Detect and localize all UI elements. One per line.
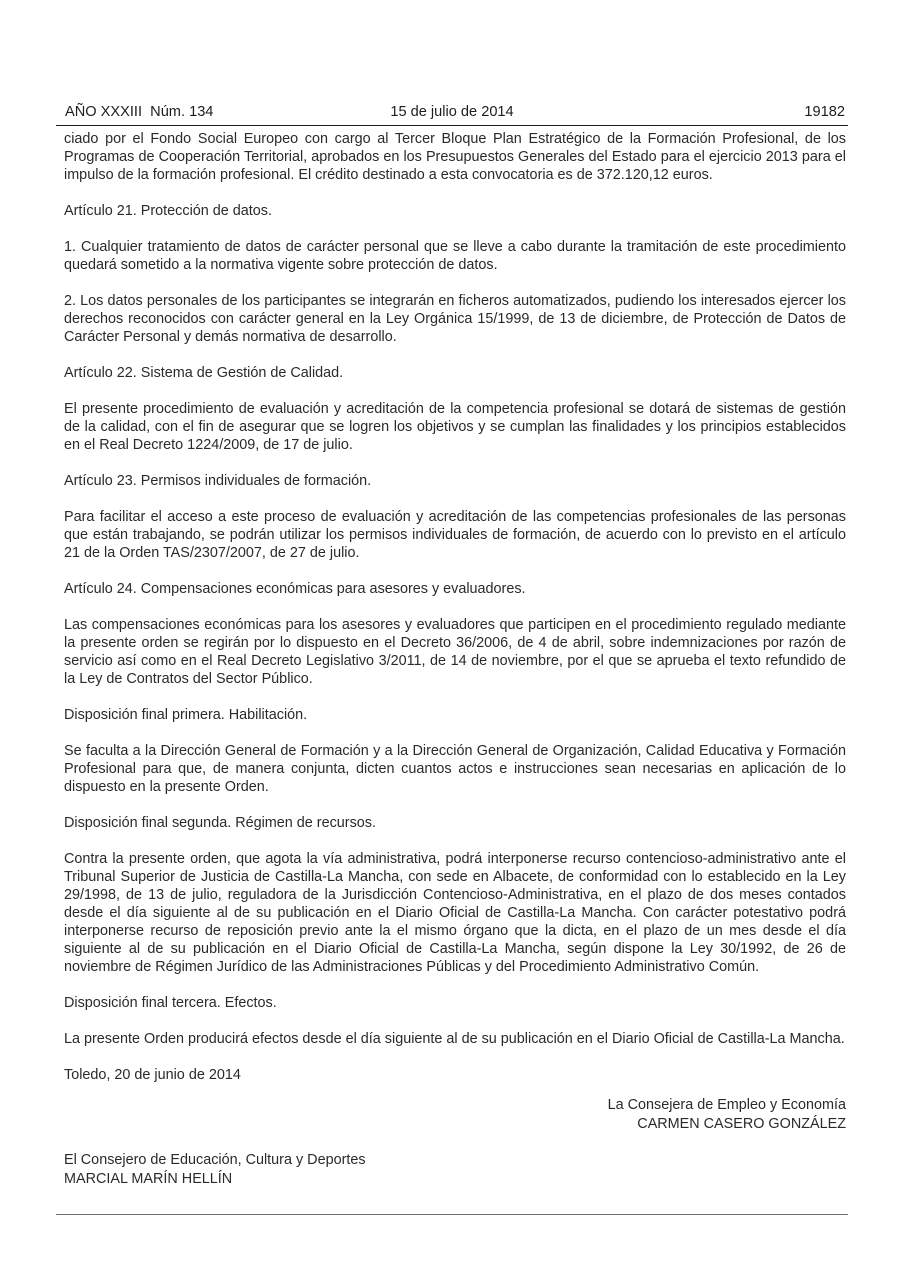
- articulo-21-para-1: 1. Cualquier tratamiento de datos de carácter personal que se lleve a cabo durante la tramitación de este procedimiento quedará sometido a la normativa vigente sobre protección de datos.: [64, 239, 846, 273]
- articulo-21-para-2: 2. Los datos personales de los participantes se integrarán en ficheros automatizados, pudiendo los interesados ejercer los derechos reconocidos con carácter general en la Ley Orgánica 15/1999, de 13 de diciembre, de Protección de Datos de Carácter Personal y demás normativa de desarrollo.: [64, 293, 846, 345]
- disposicion-final-tercera-heading: Disposición final tercera. Efectos.: [64, 995, 277, 1011]
- continuation-paragraph: ciado por el Fondo Social Europeo con cargo al Tercer Bloque Plan Estratégico de la Formación Profesional, de los Programas de Cooperación Territorial, aprobados en los Presupuestos Generales del Estado para el ejercicio 2013 para el impulso de la formación profesional. El crédito destinado a esta convocatoria es de 372.120,12 euros.: [64, 131, 846, 183]
- articulo-23-heading: Artículo 23. Permisos individuales de formación.: [64, 473, 372, 489]
- articulo-23-para: Para facilitar el acceso a este proceso de evaluación y acreditación de las competencias profesionales de las personas que están trabajando, se podrán utilizar los permisos individuales de formación, de acuerdo con lo previsto en el artículo 21 de la Orden TAS/2307/2007, de 27 de julio.: [64, 509, 846, 561]
- signature-block-right: [608, 1096, 846, 1133]
- footer-rule: [56, 1214, 848, 1215]
- signer-name-right: CARMEN CASERO GONZÁLEZ: [637, 1115, 846, 1132]
- header-date: 15 de julio de 2014: [390, 104, 514, 120]
- articulo-24-heading: Artículo 24. Compensaciones económicas para asesores y evaluadores.: [64, 581, 526, 597]
- disposicion-final-segunda-para: Contra la presente orden, que agota la vía administrativa, podrá interponerse recurso contencioso-administrativo ante el Tribunal Superior de Justicia de Castilla-La Mancha, con sede en Albacete, de conformidad con lo establecido en la Ley 29/1998, de 13 de julio, reguladora de la Jurisdicción Contencioso-Administrativa, en el plazo de dos meses contados desde el día siguiente al de su publicación en el Diario Oficial de Castilla-La Mancha. Con carácter potestativo podrá interponerse recurso de reposición previo ante la el mismo órgano que la dicta, en el plazo de un mes desde el día siguiente al de su publicación en el Diario Oficial de Castilla-La Mancha, según dispone la Ley 30/1992, de 26 de noviembre de Régimen Jurídico de las Administraciones Públicas y del Procedimiento Administrativo Común.: [64, 851, 846, 975]
- place-date-line: Toledo, 20 de junio de 2014: [64, 1067, 241, 1083]
- signer-role-right: La Consejera de Empleo y Economía: [607, 1097, 846, 1113]
- articulo-21-heading: Artículo 21. Protección de datos.: [64, 203, 272, 219]
- header-page-number: 19182: [804, 104, 845, 120]
- disposicion-final-primera-heading: Disposición final primera. Habilitación.: [64, 707, 308, 723]
- signer-name-left: MARCIAL MARÍN HELLÍN: [64, 1170, 233, 1187]
- disposicion-final-primera-para: Se faculta a la Dirección General de Formación y a la Dirección General de Organización, Calidad Educativa y Formación Profesional para que, de manera conjunta, dicten cuantos actos e instrucciones sean necesarias en aplicación de lo dispuesto en la presente Orden.: [64, 743, 846, 795]
- articulo-24-para: Las compensaciones económicas para los asesores y evaluadores que participen en el procedimiento regulado mediante la presente orden se regirán por lo dispuesto en el Decreto 36/2006, de 4 de abril, sobre indemnizaciones por razón de servicio así como en el Real Decreto Legislativo 3/2011, de 14 de noviembre, por el que se aprueba el texto refundido de la Ley de Contratos del Sector Público.: [64, 617, 846, 687]
- articulo-22-para: El presente procedimiento de evaluación y acreditación de la competencia profesional se dotará de sistemas de gestión de la calidad, con el fin de asegurar que se logren los objetivos y se cumplan las finalidades y los principios establecidos en el Real Decreto 1224/2009, de 17 de julio.: [64, 401, 846, 453]
- articulo-22-heading: Artículo 22. Sistema de Gestión de Calidad.: [64, 365, 344, 381]
- document-body: [64, 130, 846, 1084]
- disposicion-final-segunda-heading: Disposición final segunda. Régimen de recursos.: [64, 815, 376, 831]
- signature-block-left: [64, 1151, 366, 1188]
- header-rule: [56, 125, 848, 126]
- header-edition: AÑO XXXIII Núm. 134: [65, 104, 214, 120]
- signer-role-left: El Consejero de Educación, Cultura y Deportes: [64, 1152, 366, 1168]
- disposicion-final-tercera-para: La presente Orden producirá efectos desde el día siguiente al de su publicación en el Diario Oficial de Castilla-La Mancha.: [64, 1031, 845, 1047]
